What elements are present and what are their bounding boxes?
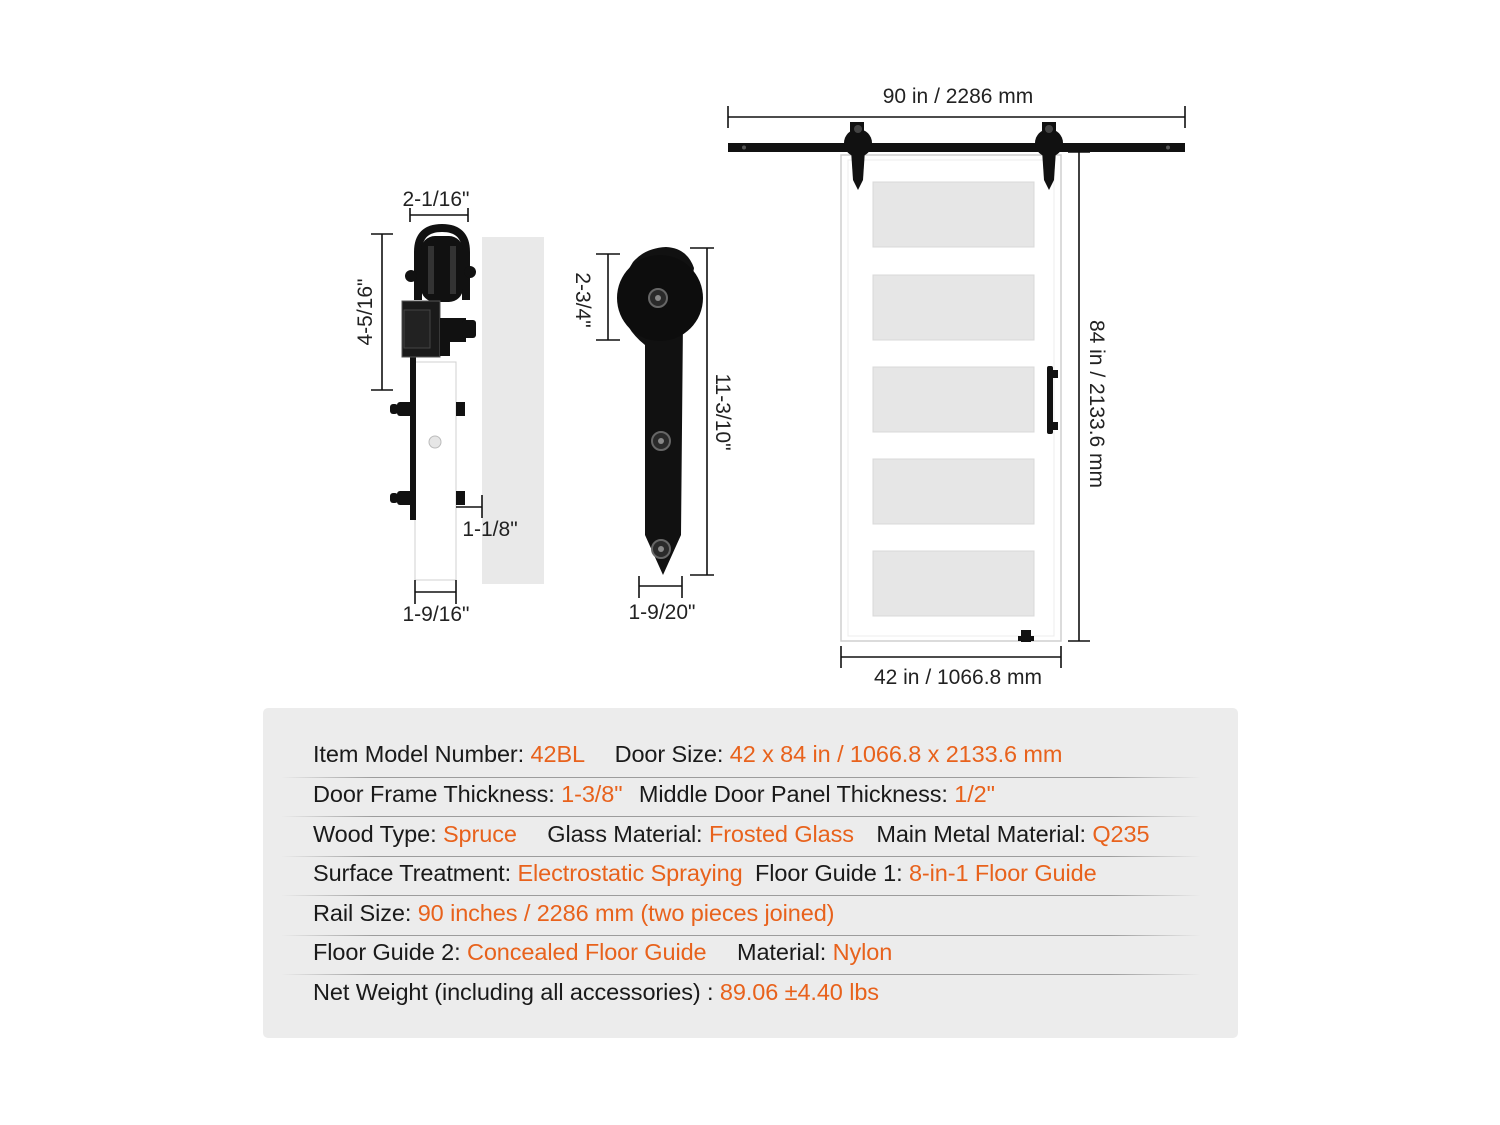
door-front-view (728, 85, 1185, 689)
panel-thickness-value: 1/2" (954, 781, 995, 807)
divider (281, 895, 1201, 896)
door-thickness-label: 1-9/16" (402, 603, 470, 626)
spec-row-5 (313, 900, 834, 927)
material-label: Material: (736, 939, 827, 965)
rail-size-label: Rail Size: (313, 900, 412, 926)
door-size-value: 42 x 84 in / 1066.8 x 2133.6 mm (729, 741, 1063, 767)
material-value: Nylon (832, 939, 893, 965)
door-gap-label: 1-1/8" (462, 518, 518, 541)
roller-side-view (354, 188, 544, 626)
spec-row-1 (313, 741, 1062, 768)
spec-row-6 (313, 939, 892, 966)
glass-pane-2 (873, 275, 1034, 340)
divider (281, 856, 1201, 857)
frame-thickness-value: 1-3/8" (561, 781, 623, 807)
divider (281, 974, 1201, 975)
surface-treatment-label: Surface Treatment: (313, 860, 512, 886)
door-width-label: 42 in / 1066.8 mm (873, 666, 1043, 689)
divider (281, 935, 1201, 936)
wheel (421, 236, 463, 302)
hanger-wheel-label: 2-3/4" (571, 272, 594, 328)
rail-length-label: 90 in / 2286 mm (882, 85, 1034, 108)
panel-thickness-label: Middle Door Panel Thickness: (638, 781, 948, 807)
floor-guide-1-label: Floor Guide 1: (755, 860, 903, 886)
door-height-label: 84 in / 2133.6 mm (1085, 319, 1108, 489)
glass-pane-5 (873, 551, 1034, 616)
net-weight-value: 89.06 ±4.40 lbs (719, 979, 879, 1005)
divider (281, 816, 1201, 817)
spec-row-2 (313, 781, 995, 808)
glass-pane-3 (873, 367, 1034, 432)
wood-type-label: Wood Type: (313, 821, 437, 847)
glass-material-label: Glass Material: (547, 821, 703, 847)
door-hole (429, 436, 441, 448)
net-weight-label: Net Weight (including all accessories) : (313, 979, 714, 1005)
hanger-front-view (571, 247, 734, 624)
glass-pane-4 (873, 459, 1034, 524)
spec-panel (263, 708, 1238, 1038)
roller-height-label: 4-5/16" (354, 278, 377, 346)
door-profile (415, 362, 456, 580)
spec-row-3 (313, 821, 1149, 848)
divider (281, 777, 1201, 778)
wood-type-value: Spruce (442, 821, 517, 847)
hanger-length-label: 11-3/10" (711, 373, 734, 451)
floor-guide-1-value: 8-in-1 Floor Guide (908, 860, 1097, 886)
metal-material-label: Main Metal Material: (876, 821, 1086, 847)
roller-width-label: 2-1/16" (402, 188, 470, 211)
item-model-label: Item Model Number: (313, 741, 525, 767)
rail-size-value: 90 inches / 2286 mm (two pieces joined) (417, 900, 835, 926)
glass-pane-1 (873, 182, 1034, 247)
metal-material-value: Q235 (1092, 821, 1150, 847)
glass-material-value: Frosted Glass (708, 821, 854, 847)
floor-guide-2-label: Floor Guide 2: (313, 939, 461, 965)
rail (728, 143, 1185, 152)
spec-row-7 (313, 979, 879, 1006)
item-model-value: 42BL (530, 741, 585, 767)
floor-guide-2-value: Concealed Floor Guide (466, 939, 707, 965)
hanger-width-label: 1-9/20" (628, 601, 696, 624)
surface-treatment-value: Electrostatic Spraying (517, 860, 743, 886)
door-size-label: Door Size: (614, 741, 724, 767)
frame-thickness-label: Door Frame Thickness: (313, 781, 555, 807)
spec-row-4 (313, 860, 1097, 887)
